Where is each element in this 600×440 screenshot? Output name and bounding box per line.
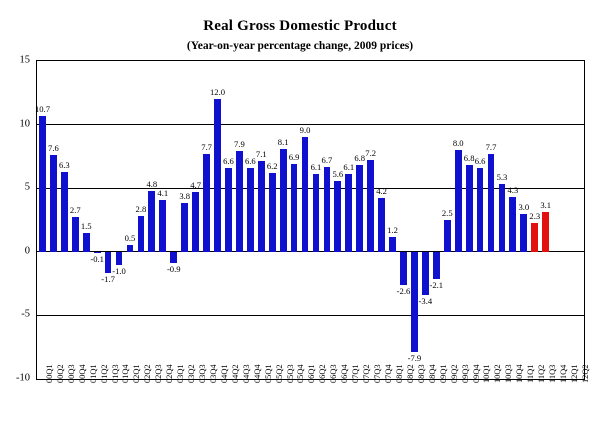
bar [116,252,123,265]
chart-title: Real Gross Domestic Product [203,18,397,34]
bar-value-label: -3.4 [418,296,433,307]
x-axis-tick-label: 01Q2 [99,364,109,383]
bar [488,154,495,252]
bar-value-label: 6.1 [343,162,355,173]
bar [324,167,331,252]
bar-value-label: 2.3 [529,210,541,221]
bar [258,161,265,251]
gridline [37,315,584,316]
x-axis-tick-label: 04Q1 [219,364,229,383]
x-axis-tick-label: 08Q4 [427,364,437,383]
x-axis-tick-label: 06Q2 [318,364,328,383]
bar [433,252,440,279]
x-axis-tick-label: 02Q4 [165,364,175,383]
x-axis-tick-label: 09Q2 [449,364,459,383]
x-axis-tick-label: 04Q4 [252,364,262,383]
bar [378,198,385,251]
bar [302,137,309,251]
x-axis-tick-label: 08Q2 [405,364,415,383]
bar [214,99,221,252]
bar-value-label: 3.1 [540,200,552,211]
bar-value-label: 4.8 [146,178,158,189]
x-axis-tick-label: 09Q1 [438,364,448,383]
bar [83,233,90,252]
bar-value-label: 4.2 [376,186,387,197]
x-axis-tick-label: 10Q2 [493,364,503,383]
bar-value-label: 6.8 [463,153,475,164]
x-axis-tick-label: 09Q3 [460,364,470,383]
bar [39,116,46,252]
x-axis-tick-label: 07Q3 [373,364,383,383]
bar [411,252,418,352]
x-axis-tick-label: 01Q4 [121,364,131,383]
bar-value-label: 12.0 [209,87,226,98]
x-axis-tick-label: 06Q4 [340,364,350,383]
x-axis-tick-label: 02Q1 [132,364,142,383]
bar-value-label: -1.0 [112,265,126,276]
bar [389,237,396,252]
bar [269,173,276,252]
bar [105,252,112,274]
bar-value-label: 5.6 [332,168,344,179]
bar-value-label: 2.7 [69,205,81,216]
x-axis-tick-label: 02Q3 [154,364,164,383]
bar-value-label: -2.6 [396,285,411,296]
chart-subtitle: (Year-on-year percentage change, 2009 prices) [186,40,414,52]
x-axis-tick-label: 07Q1 [351,364,361,383]
bar-value-label: 4.3 [507,185,519,196]
x-axis-tick-label: 03Q1 [176,364,186,383]
bar [499,184,506,251]
bar-value-label: 1.5 [80,220,92,231]
bar [400,252,407,285]
bar [247,168,254,252]
bar-value-label: 2.8 [135,204,147,215]
bar [181,203,188,251]
x-axis-tick-label: 12Q2 [580,364,590,383]
x-axis-tick-label: 00Q2 [55,364,65,383]
bar [542,212,549,251]
bar [509,197,516,252]
bar [236,151,243,251]
bar-value-label: 2.5 [441,208,453,218]
bar-value-label: -1.7 [101,274,115,285]
y-axis-tick-label: -5 [21,308,30,320]
plot-area [36,60,585,380]
bar [520,214,527,252]
x-axis [36,364,590,439]
bar [466,165,473,251]
bar-value-label: 5.3 [496,172,508,183]
y-axis [0,54,34,384]
bar [50,155,57,252]
bar-value-label: 8.1 [277,136,289,147]
x-axis-tick-label: 06Q1 [307,364,317,383]
y-axis-tick-label: 10 [19,118,30,130]
x-axis-tick-label: 12Q1 [569,364,579,383]
bar-value-label: 4.7 [190,180,201,191]
x-axis-tick-label: 10Q4 [515,364,525,383]
bar [192,192,199,252]
bar-value-label: 6.6 [223,155,234,166]
x-axis-tick-label: 02Q2 [143,364,153,383]
bar-value-label: 3.0 [518,201,530,212]
gridline [37,124,584,125]
bar [444,220,451,252]
bar-value-label: 7.7 [485,141,497,152]
x-axis-tick-label: 00Q4 [77,364,87,383]
bar [334,181,341,252]
bar [356,165,363,251]
bar [72,217,79,251]
bar-value-label: 7.9 [234,139,245,150]
bar [138,216,145,252]
bar [531,223,538,252]
bar-value-label: 10.7 [34,103,50,114]
bar-value-label: 7.2 [365,148,377,159]
x-axis-tick-label: 01Q3 [110,364,120,383]
bar [159,200,166,252]
x-axis-tick-label: 05Q1 [263,364,273,383]
bar [203,154,210,252]
bar-value-label: 6.8 [354,153,366,164]
bar-value-label: 3.8 [179,191,191,202]
bar-value-label: -0.9 [166,264,181,275]
bar-value-label: 1.2 [387,224,398,235]
x-axis-tick-label: 00Q3 [66,364,76,383]
x-axis-tick-label: 08Q3 [416,364,426,383]
x-axis-tick-label: 11Q3 [548,364,558,383]
bar [127,245,134,251]
bar [477,168,484,252]
x-axis-tick-label: 03Q2 [187,364,197,383]
bar-value-label: 6.9 [288,152,300,163]
bar [345,174,352,252]
bar [455,150,462,252]
bar-value-label: 7.1 [255,149,267,160]
x-axis-tick-label: 05Q4 [296,364,306,383]
x-axis-tick-label: 07Q4 [384,364,393,383]
bar-value-label: 8.0 [452,138,464,149]
y-axis-tick-label: -10 [16,372,30,384]
y-axis-tick-label: 5 [24,181,30,193]
bar-value-label: 0.5 [124,233,136,244]
bar [291,164,298,252]
x-axis-tick-label: 11Q1 [526,364,536,383]
bar [422,252,429,295]
bar-value-label: 7.7 [201,141,212,152]
bar [94,252,101,253]
x-axis-tick-label: 11Q4 [559,364,569,383]
bar [61,172,68,252]
x-axis-tick-label: 10Q1 [482,364,492,383]
bar-value-label: -7.9 [407,353,422,364]
bar [170,252,177,263]
x-axis-tick-label: 08Q1 [394,364,404,383]
x-axis-tick-label: 06Q3 [329,364,339,383]
bar-value-label: 6.6 [244,155,256,166]
x-axis-tick-label: 05Q3 [285,364,295,383]
x-axis-tick-label: 07Q2 [362,364,372,383]
y-axis-tick-label: 0 [24,245,30,257]
bar-value-label: 6.3 [58,159,70,170]
bar-value-label: 6.1 [310,162,322,173]
x-axis-tick-label: 09Q4 [471,364,481,383]
bar [367,160,374,252]
bar [225,168,232,252]
bar-value-label: -0.1 [90,254,104,265]
bar [280,149,287,252]
x-axis-tick-label: 01Q1 [88,364,98,383]
bar [313,174,320,252]
bar-value-label: 6.6 [474,155,486,166]
x-axis-tick-label: 10Q3 [504,364,514,383]
x-axis-tick-label: 00Q1 [44,364,54,383]
bar-value-label: 9.0 [299,125,311,136]
bar-value-label: 4.1 [157,187,169,198]
x-axis-tick-label: 04Q2 [230,364,240,383]
bar-value-label: 7.6 [48,143,59,154]
bar-value-label: -2.1 [429,279,444,290]
bar [148,191,155,252]
x-axis-tick-label: 05Q2 [274,364,284,383]
bar-value-label: 6.2 [266,160,278,171]
x-axis-tick-label: 03Q4 [208,364,218,383]
bar-value-label: 6.7 [321,154,333,165]
y-axis-tick-label: 15 [19,54,30,66]
x-axis-tick-label: 11Q2 [537,364,547,383]
x-axis-tick-label: 03Q3 [198,364,208,383]
x-axis-tick-label: 04Q3 [241,364,251,383]
